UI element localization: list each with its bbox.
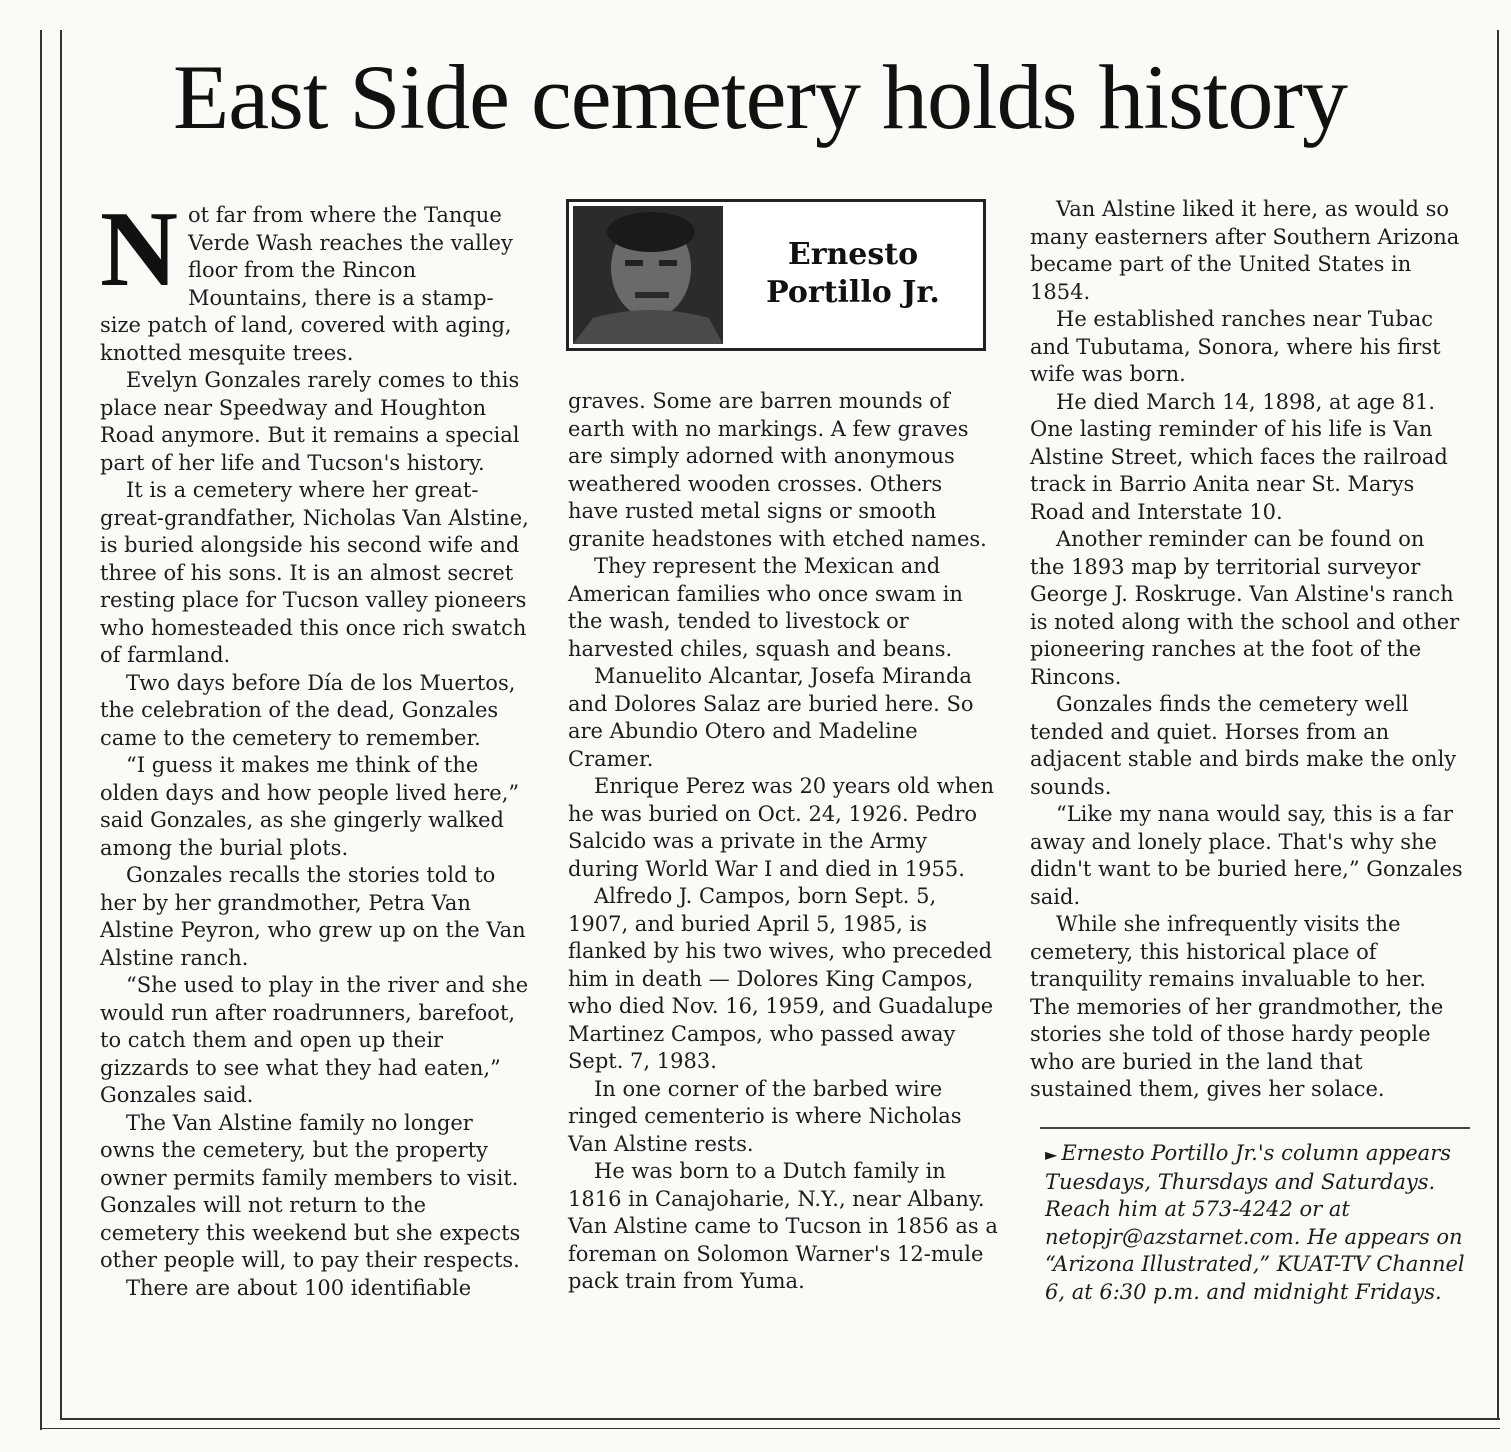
paragraph: “Like my nana would say, this is a far away and lonely place. That's why she didn't want to be buried here,” Gonzales said. [1030,802,1463,909]
bottom-border-rule-outer [40,1428,1500,1429]
columnist-tagline [1045,1140,1470,1306]
columnist-photo [573,206,723,344]
columnist-portrait-icon [573,206,723,344]
paragraph: In one corner of the barbed wire ringed cementerio is where Nicholas Van Alstine rests. [568,1076,962,1156]
triangle-bullet-icon: ► [1045,1145,1058,1164]
drop-cap: N [100,190,178,309]
paragraph: Van Alstine liked it here, as would so many easterners after Southern Arizona became part of the United States in 1854. [1030,197,1460,304]
tagline-text: Ernesto Portillo Jr.'s column appears Tuesdays, Thursdays and Saturdays. Reach him at 573-4242 or at netopjr@azstarnet.com. He appears on “Arizona Illustrated,” KUAT-TV Channel 6, at 6:30 p.m. and midnight Fridays. [1045,1141,1465,1304]
paragraph: Gonzales finds the cemetery well tended and quiet. Horses from an adjacent stable and birds make the only sounds. [1030,692,1457,799]
paragraph: There are about 100 identifiable [126,1275,472,1300]
paragraph: It is a cemetery where her great-great-grandfather, Nicholas Van Alstine, is buried alongside his second wife and three of his sons. It is an almost secret resting place for Tucson valley pioneers who homesteaded this once rich swatch of farmland. [100,478,529,667]
byline-box [566,199,986,351]
lead-text: ot far from where the Tanque Verde Wash reaches the valley floor from the Rincon Mountains, there is a stamp-size patch of land, covered with aging, knotted mesquite trees. [100,203,513,365]
columnist-name [727,236,979,312]
paragraph: “I guess it makes me think of the olden days and how people lived here,” said Gonzales, as she gingerly walked among the burial plots. [100,753,520,860]
article-column-1 [100,190,530,1302]
paragraph: He established ranches near Tubac and Tubutama, Sonora, where his first wife was born. [1030,307,1441,386]
paragraph: He was born to a Dutch family in 1816 in Canajoharie, N.Y., near Albany. Van Alstine came to Tucson in 1856 as a foreman on Solomon Warner's 12-mule pack train from Yuma. [568,1159,998,1293]
paragraph: He died March 14, 1898, at age 81. One lasting reminder of his life is Van Alstine Street, which faces the railroad track in Barrio Anita near St. Marys Road and Interstate 10. [1030,389,1448,524]
headline: East Side cemetery holds history [173,46,1347,148]
article-column-3 [1030,196,1465,1104]
paragraph: Enrique Perez was 20 years old when he was buried on Oct. 24, 1926. Pedro Salcido was a private in the Army during World War I and died in 1955. [568,774,995,881]
paragraph: While she infrequently visits the cemetery, this historical place of tranquility remains invaluable to her. The memories of her grandmother, the stories she told of those hardy people who are buried in the land that sustained them, gives her solace. [1030,912,1444,1101]
tagline-divider [1040,1127,1470,1129]
columnist-last-name: Portillo Jr. [766,275,940,310]
bottom-border-rule [60,1418,1500,1420]
article-column-2 [568,388,998,1296]
paragraph: “She used to play in the river and she would run after roadrunners, barefoot, to catch them and open up their gizzards to see what they had eaten,” Gonzales said. [100,973,529,1107]
paragraph: Gonzales recalls the stories told to her by her grandmother, Petra Van Alstine Peyron, who grew up on the Van Alstine ranch. [100,863,526,970]
paragraph: Evelyn Gonzales rarely comes to this place near Speedway and Houghton Road anymore. But it remains a special part of her life and Tucson's history. [100,368,520,475]
paragraph: Alfredo J. Campos, born Sept. 5, 1907, and buried April 5, 1985, is flanked by his two wives, who preceded him in death — Dolores King Campos, who died Nov. 16, 1959, and Guadalupe Martinez Campos, who passed away Sept. 7, 1983. [568,884,994,1073]
paragraph: Another reminder can be found on the 1893 map by territorial surveyor George J. Roskruge. Van Alstine's ranch is noted along with the school and other pioneering ranches at the foot of the Rincons. [1030,527,1460,689]
paragraph: The Van Alstine family no longer owns the cemetery, but the property owner permits family members to visit. Gonzales will not return to the cemetery this weekend but she expects other people will, to pay their respects. [100,1110,521,1272]
paragraph: Manuelito Alcantar, Josefa Miranda and Dolores Salaz are buried here. So are Abundio Otero and Madeline Cramer. [568,664,974,771]
lead-paragraph [100,190,530,367]
paragraph: graves. Some are barren mounds of earth with no markings. A few graves are simply adorned with anonymous weathered wooden crosses. Others have rusted metal signs or smooth granite headstones with etched names. [568,389,987,551]
paragraph: Two days before Día de los Muertos, the celebration of the dead, Gonzales came to the cemetery to remember. [100,670,516,750]
right-border-rule [1497,30,1499,1420]
left-border-rule-inner [60,30,62,1418]
paragraph: They represent the Mexican and American families who once swam in the wash, tended to livestock or harvested chiles, squash and beans. [568,554,963,661]
columnist-first-name: Ernesto [787,237,919,272]
left-border-rule [40,30,42,1430]
